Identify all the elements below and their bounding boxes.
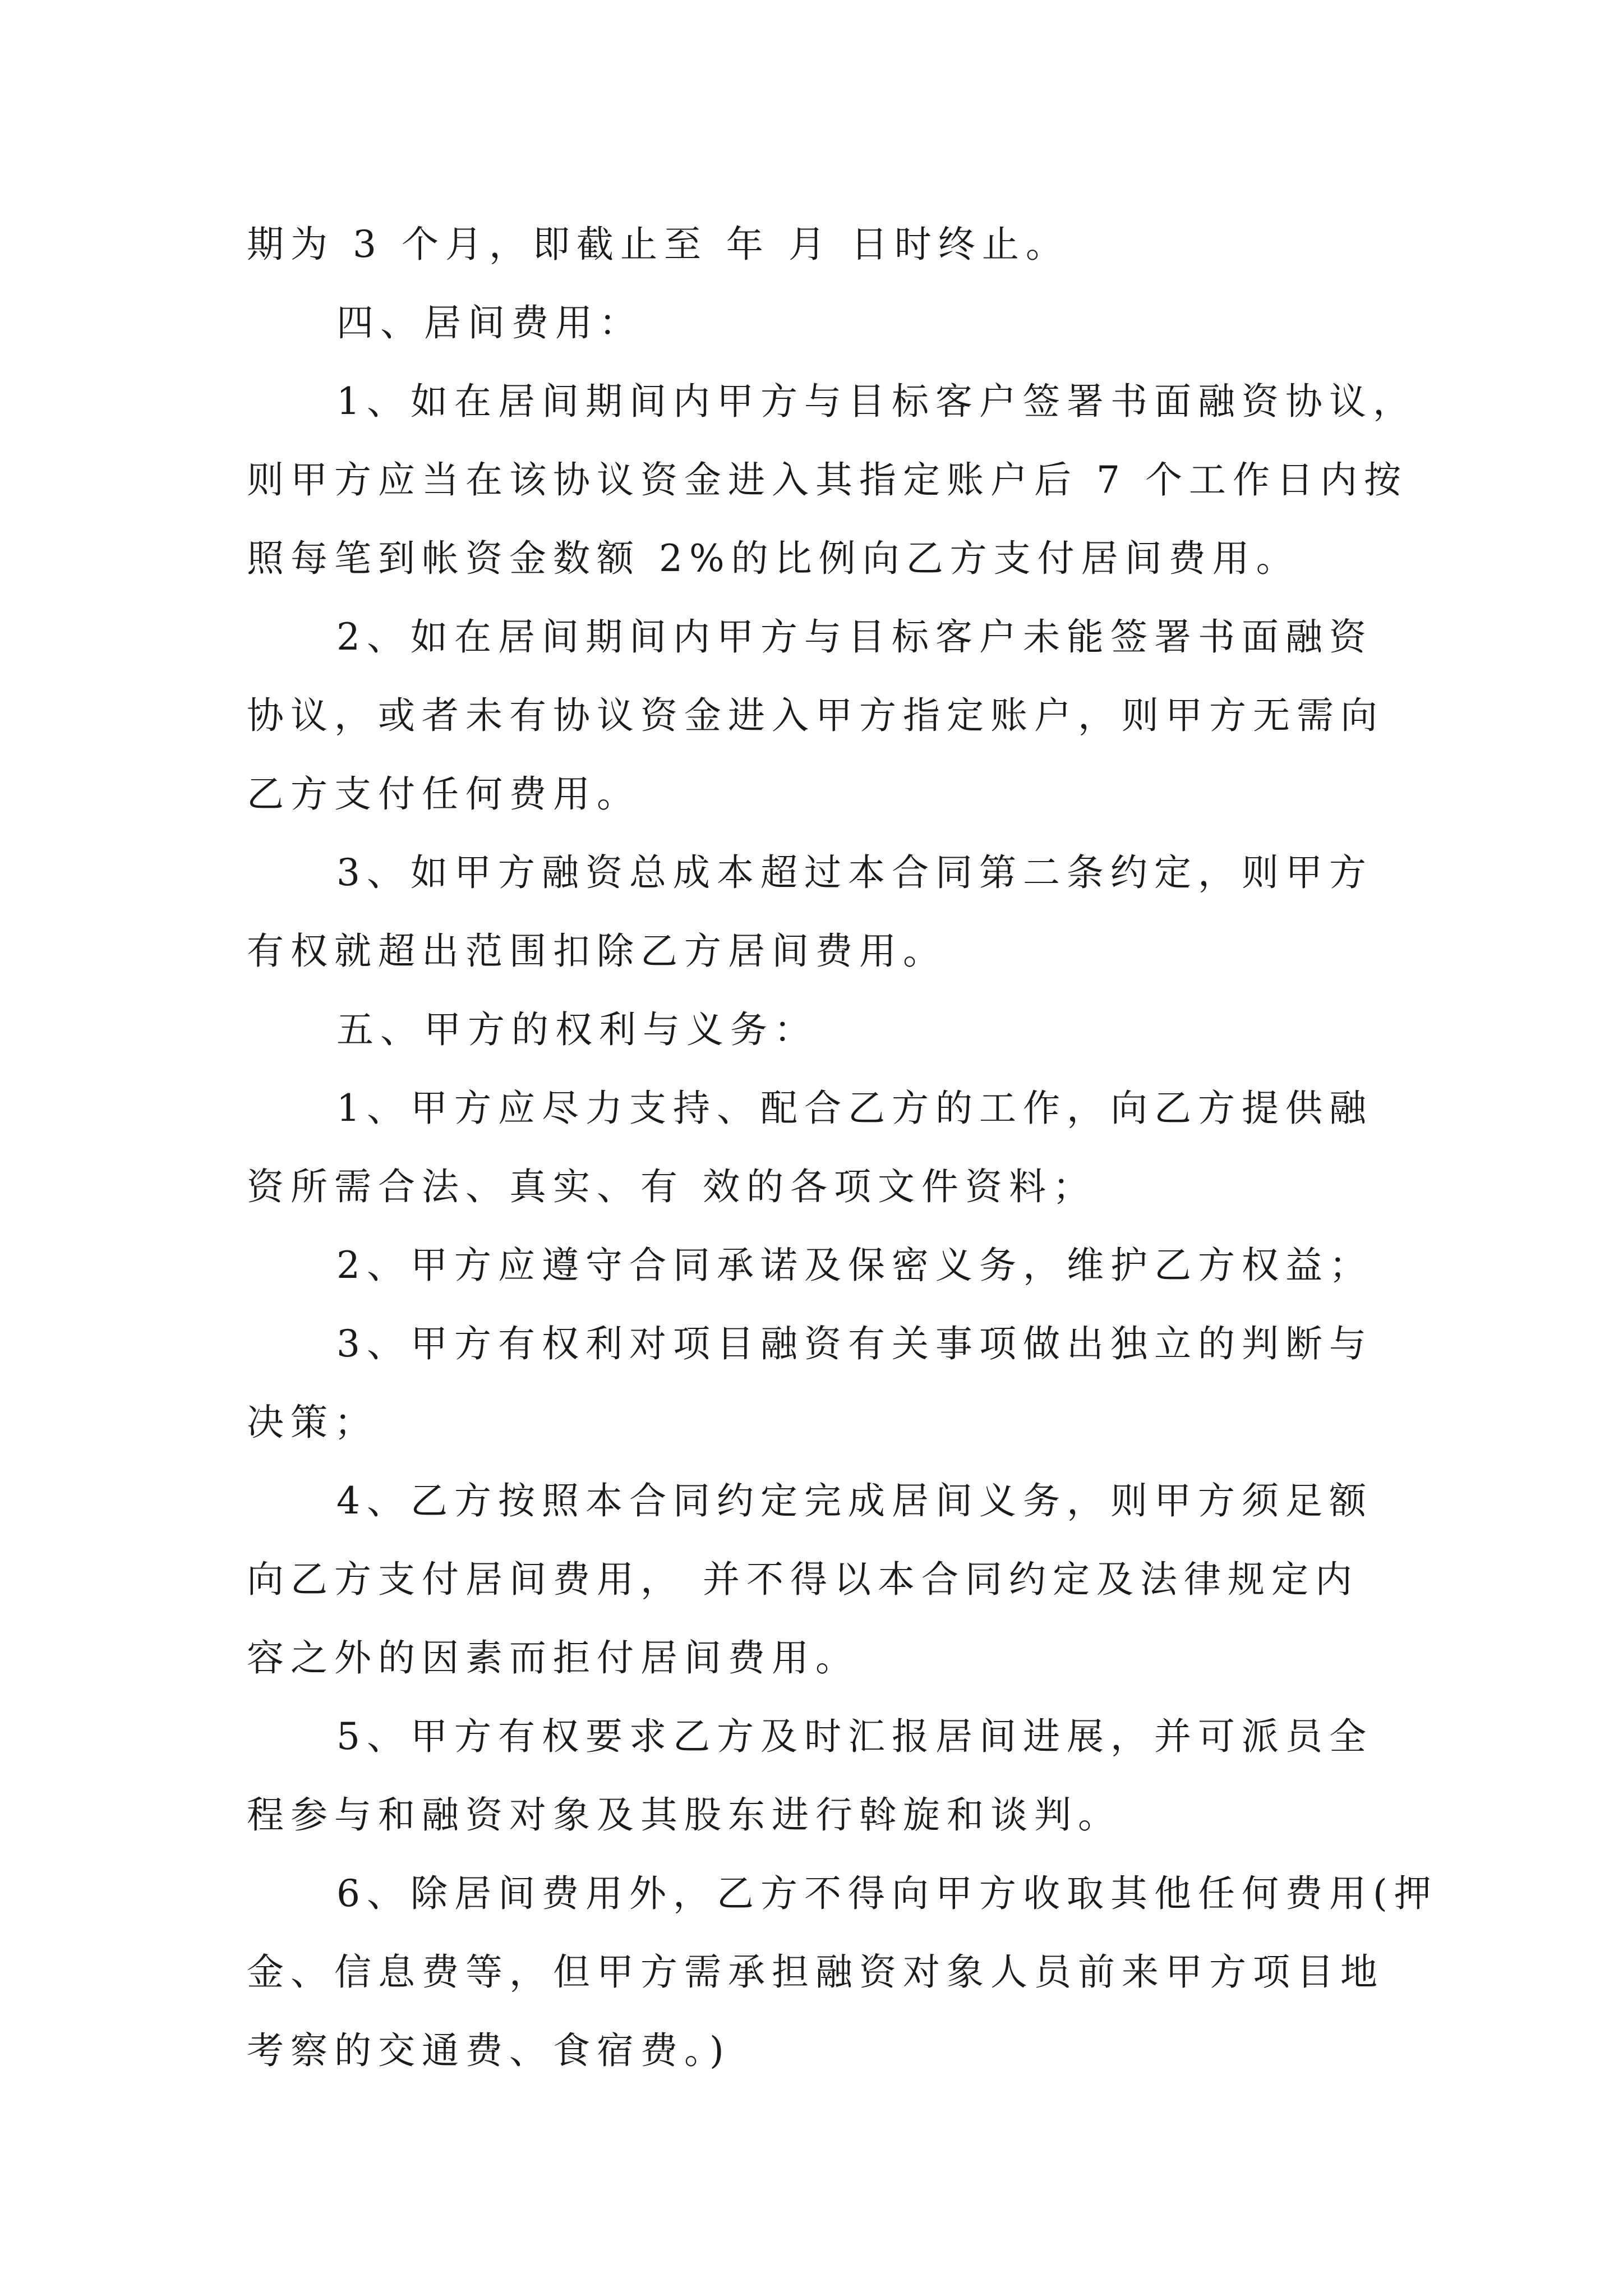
text-line: 则甲方应当在该协议资金进入其指定账户后 7 个工作日内按 [247,458,1408,501]
text-line: 容之外的因素而拒付居间费用。 [247,1636,859,1680]
section-heading: 四、居间费用： [336,301,643,344]
text-line: 程参与和融资对象及其股东进行斡旋和谈判。 [247,1793,1122,1837]
text-line: 照每笔到帐资金数额 2%的比例向乙方支付居间费用。 [247,537,1300,580]
text-line: 3、如甲方融资总成本超过本合同第二条约定，则甲方 [336,851,1373,894]
text-line: 有权就超出范围扣除乙方居间费用。 [247,930,947,973]
text-line: 决策； [247,1401,378,1444]
text-line: 2、甲方应遵守合同承诺及保密义务，维护乙方权益； [336,1244,1373,1287]
text-line: 考察的交通费、食宿费。) [247,2029,731,2072]
text-line: 3、甲方有权利对项目融资有关事项做出独立的判断与 [336,1322,1373,1365]
text-line: 协议，或者未有协议资金进入甲方指定账户，则甲方无需向 [247,694,1384,737]
text-line: 2、如在居间期间内甲方与目标客户未能签署书面融资 [336,615,1373,659]
text-line: 向乙方支付居间费用， 并不得以本合同约定及法律规定内 [247,1558,1359,1601]
text-line: 1、如在居间期间内甲方与目标客户签署书面融资协议， [336,380,1417,423]
text-line: 4、乙方按照本合同约定完成居间义务，则甲方须足额 [336,1479,1373,1522]
text-line: 乙方支付任何费用。 [247,772,640,816]
section-heading: 五、甲方的权利与义务： [336,1008,818,1051]
text-line: 6、除居间费用外，乙方不得向甲方收取其他任何费用(押 [336,1872,1438,1915]
text-line: 5、甲方有权要求乙方及时汇报居间进展，并可派员全 [336,1715,1373,1758]
text-line: 期为 3 个月，即截止至 年 月 日时终止。 [247,223,1069,266]
text-line: 资所需合法、真实、有 效的各项文件资料； [247,1165,1096,1208]
text-line: 1、甲方应尽力支持、配合乙方的工作，向乙方提供融 [336,1087,1373,1130]
text-line: 金、信息费等，但甲方需承担融资对象人员前来甲方项目地 [247,1950,1384,1994]
